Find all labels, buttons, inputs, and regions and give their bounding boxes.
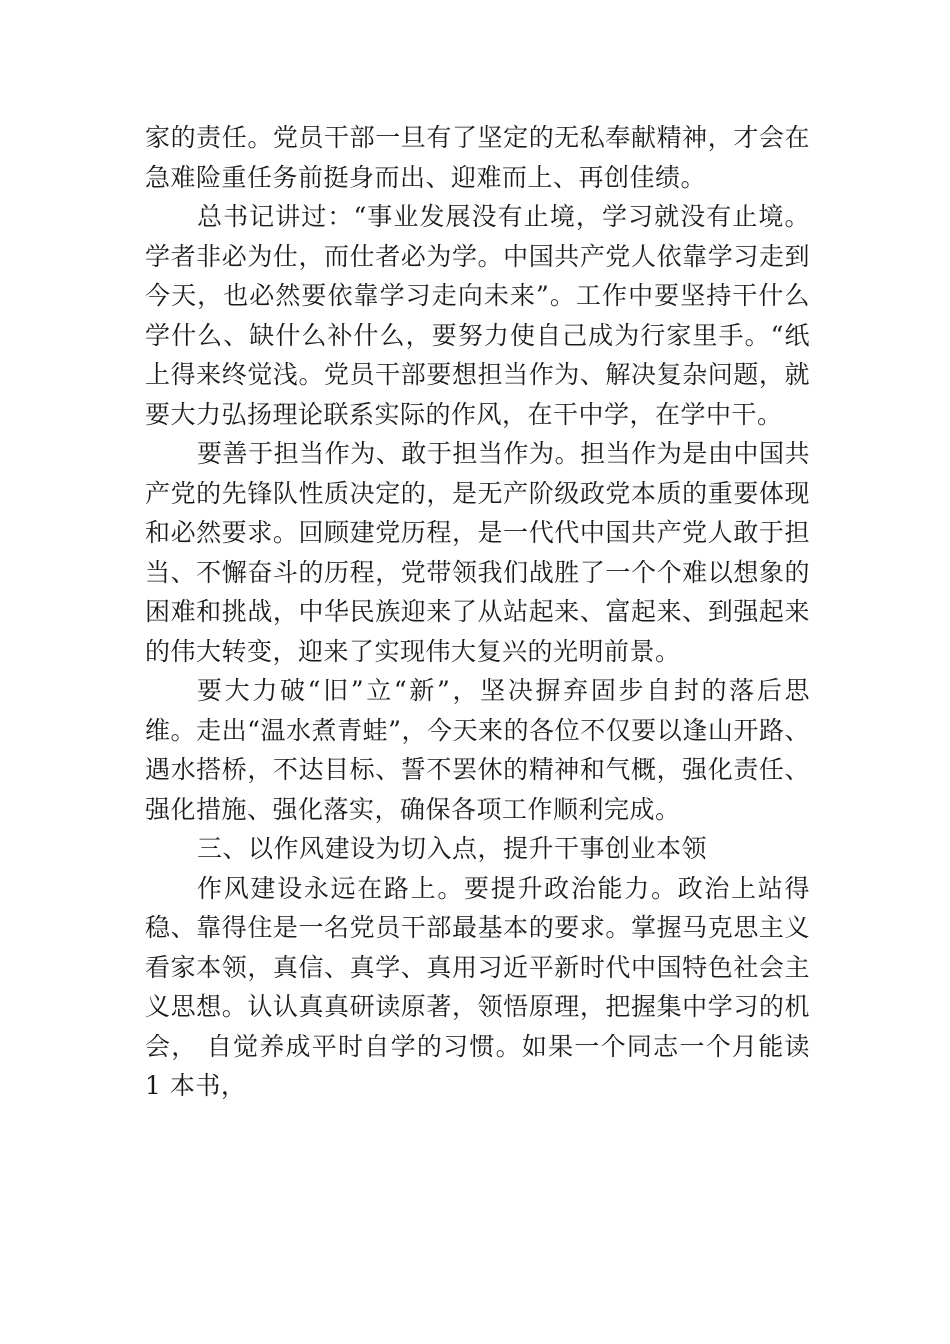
section-heading: 三、以作风建设为切入点，提升干事创业本领 (197, 834, 708, 863)
paragraph-1: 家的责任。党员干部一旦有了坚定的无私奉献精神，才会在急难险重任务前挺身而出、迎难而上、再创佳绩。 (145, 123, 810, 192)
paragraph-2: 总书记讲过：“事业发展没有止境，学习就没有止境。学者非必为仕，而仕者必为学。中国共产党人依靠学习走到今天，也必然要依靠学习走向未来”。工作中要坚持干什么学什么、缺什么补什么，要努力使自己成为行家里手。“纸上得来终觉浅。党员干部要想担当作为、解决复杂问题，就要大力弘扬理论联系实际的作风，在干中学，在学中干。 (145, 202, 810, 429)
paragraph-5: 作风建设永远在路上。要提升政治能力。政治上站得稳、靠得住是一名党员干部最基本的要求。掌握马克思主义看家本领，真信、真学、真用习近平新时代中国特色社会主义思想。认认真真研读原著，领悟原理，把握集中学习的机会， 自觉养成平时自学的习惯。如果一个同志一个月能读 1 本书， (145, 873, 810, 1100)
document-body (145, 118, 810, 1106)
paragraph-4: 要大力破“旧”立“新”，坚决摒弃固步自封的落后思维。走出“温水煮青蛙”，今天来的各位不仅要以逢山开路、遇水搭桥，不达目标、誓不罢休的精神和气概，强化责任、强化措施、强化落实，确保各项工作顺利完成。 (145, 676, 810, 824)
paragraph-3: 要善于担当作为、敢于担当作为。担当作为是由中国共产党的先锋队性质决定的，是无产阶级政党本质的重要体现和必然要求。回顾建党历程，是一代代中国共产党人敢于担当、不懈奋斗的历程，党带领我们战胜了一个个难以想象的困难和挑战，中华民族迎来了从站起来、富起来、到强起来的伟大转变，迎来了实现伟大复兴的光明前景。 (145, 439, 810, 666)
